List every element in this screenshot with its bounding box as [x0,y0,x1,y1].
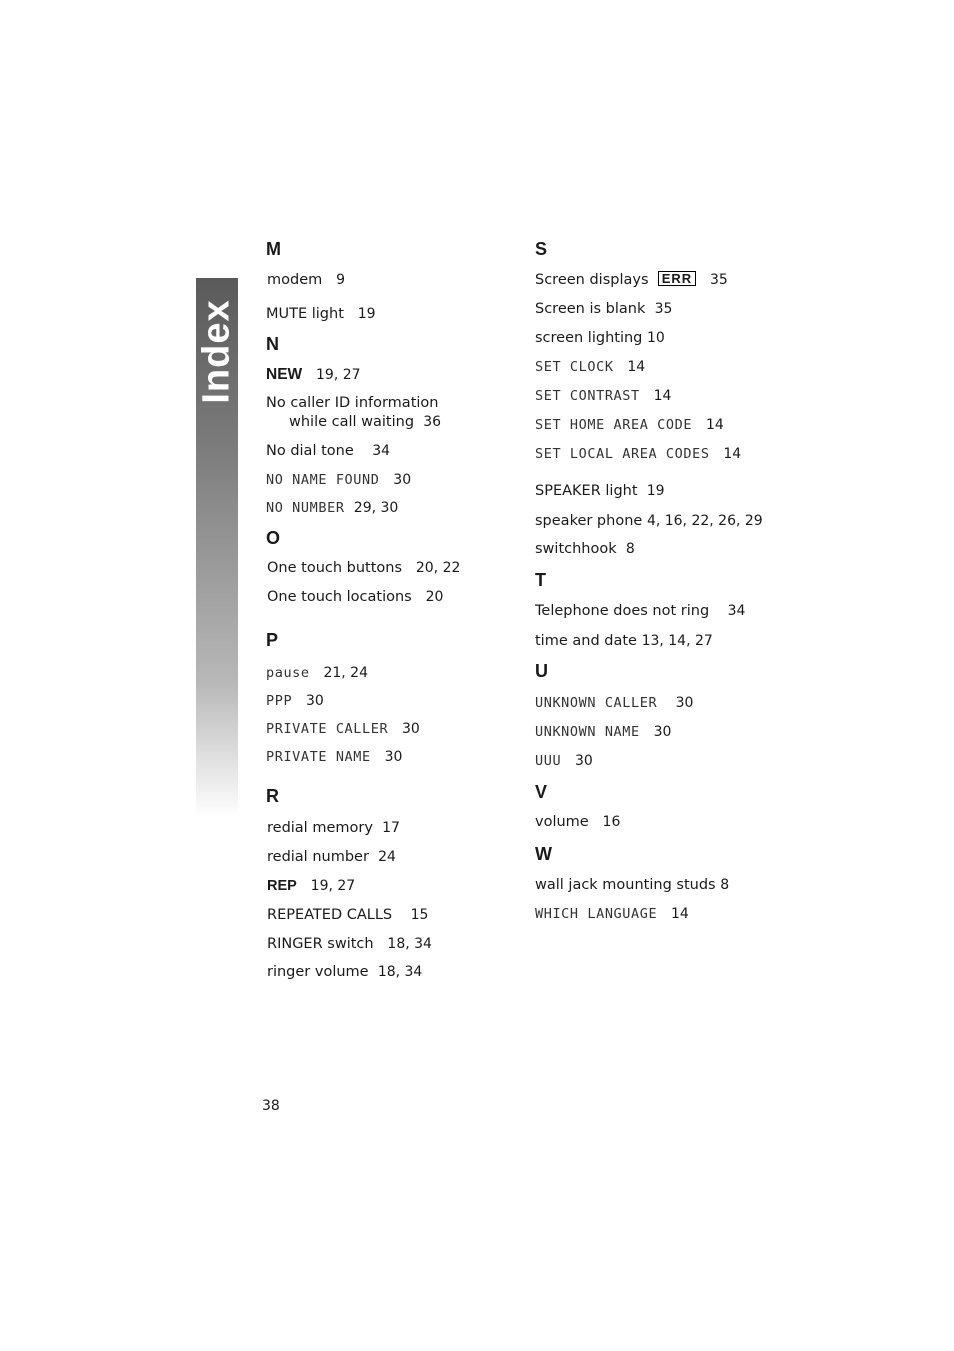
index-entry: UUU 30 [535,753,593,769]
index-entry: wall jack mounting studs 8 [535,877,730,893]
index-entry: redial number 24 [267,849,396,865]
page-ref: 18, 34 [387,936,432,952]
index-entry: redial memory 17 [267,820,400,836]
page-ref: 13, 14, 27 [641,633,713,649]
page-ref: 20, 22 [415,560,461,576]
page-ref: 29, 30 [353,500,399,516]
index-entry: NO NAME FOUND 30 [266,472,412,488]
page-ref: 8 [625,541,635,557]
index-entry: UNKNOWN NAME 30 [535,724,672,740]
page-ref: 16 [602,814,621,830]
index-entry: SET CONTRAST 14 [535,388,672,404]
index-entry: screen lighting 10 [535,330,665,346]
page-ref: 34 [372,443,391,459]
page-ref: 19, 27 [310,878,356,894]
letter-heading-s: S [535,239,548,259]
index-entry: SET CLOCK 14 [535,359,646,375]
index-entry: switchhook 8 [535,541,635,557]
index-entry: Screen is blank 35 [535,301,673,317]
index-entry: Telephone does not ring 34 [535,603,746,619]
index-entry: ringer volume 18, 34 [267,964,423,980]
page-ref: 17 [382,820,400,836]
letter-heading-o: O [266,528,281,548]
index-entry: Screen displays ERR 35 [535,271,728,288]
index-entry: pause 21, 24 [266,665,368,681]
letter-heading-n: N [266,334,279,354]
page-ref: 30 [393,472,412,488]
letter-heading-t: T [535,570,546,590]
index-entry: No dial tone 34 [266,443,391,459]
index-entry: SET LOCAL AREA CODES 14 [535,446,742,462]
index-entry: SPEAKER light 19 [535,483,665,499]
index-entry: RINGER switch 18, 34 [267,936,432,952]
page-ref: 4, 16, 22, 26, 29 [646,513,763,529]
page-ref: 30 [575,753,593,769]
err-display-box: ERR [658,271,696,286]
index-entry: WHICH LANGUAGE 14 [535,906,689,922]
index-entry: speaker phone 4, 16, 22, 26, 29 [535,513,763,529]
index-entry: SET HOME AREA CODE 14 [535,417,724,433]
page-ref: 30 [675,695,694,711]
index-entry: PRIVATE NAME 30 [266,749,403,765]
index-entry: time and date 13, 14, 27 [535,633,713,649]
page-ref: 8 [720,877,730,893]
page-ref: 35 [710,272,728,288]
index-entry: NEW 19, 27 [266,366,361,383]
index-entry: REP 19, 27 [267,878,356,894]
letter-heading-v: V [535,782,548,802]
page-ref: 34 [727,603,746,619]
page-ref: 36 [423,414,442,430]
letter-heading-p: P [266,630,279,650]
page-ref: 35 [654,301,673,317]
page-ref: 30 [306,693,324,709]
index-entry: MUTE light 19 [266,306,376,322]
index-entry: NO NUMBER 29, 30 [266,500,399,516]
index-entry: PPP 30 [266,693,324,709]
index-entry: One touch buttons 20, 22 [267,560,461,576]
page-ref: 9 [336,272,345,288]
page-ref: 14 [627,359,646,375]
page-ref: 24 [378,849,396,865]
page-ref: 14 [671,906,689,922]
index-entry: No caller ID information [266,395,439,411]
index-entry-continued: while call waiting 36 [289,414,442,430]
page-ref: 15 [410,907,429,923]
index-entry: volume 16 [535,814,621,830]
page-ref: 19 [646,483,665,499]
side-tab-label: Index [195,298,238,404]
letter-heading-u: U [535,661,548,681]
letter-heading-w: W [535,844,552,864]
letter-heading-m: M [266,239,281,259]
page-ref: 30 [653,724,672,740]
page-ref: 19 [357,306,376,322]
page-ref: 20 [425,589,444,605]
letter-heading-r: R [266,786,279,806]
page-ref: 14 [723,446,742,462]
page-ref: 10 [646,330,665,346]
page-ref: 14 [705,417,724,433]
page-ref: 18, 34 [377,964,423,980]
page-number: 38 [262,1098,280,1114]
index-entry: UNKNOWN CALLER 30 [535,695,694,711]
index-entry: One touch locations 20 [267,589,444,605]
index-entry: PRIVATE CALLER 30 [266,721,420,737]
index-entry: modem 9 [267,272,345,288]
page-ref: 30 [402,721,420,737]
page-ref: 19, 27 [316,367,361,383]
page-ref: 30 [384,749,403,765]
page-ref: 21, 24 [323,665,368,681]
index-entry: REPEATED CALLS 15 [267,907,429,923]
page-ref: 14 [653,388,672,404]
